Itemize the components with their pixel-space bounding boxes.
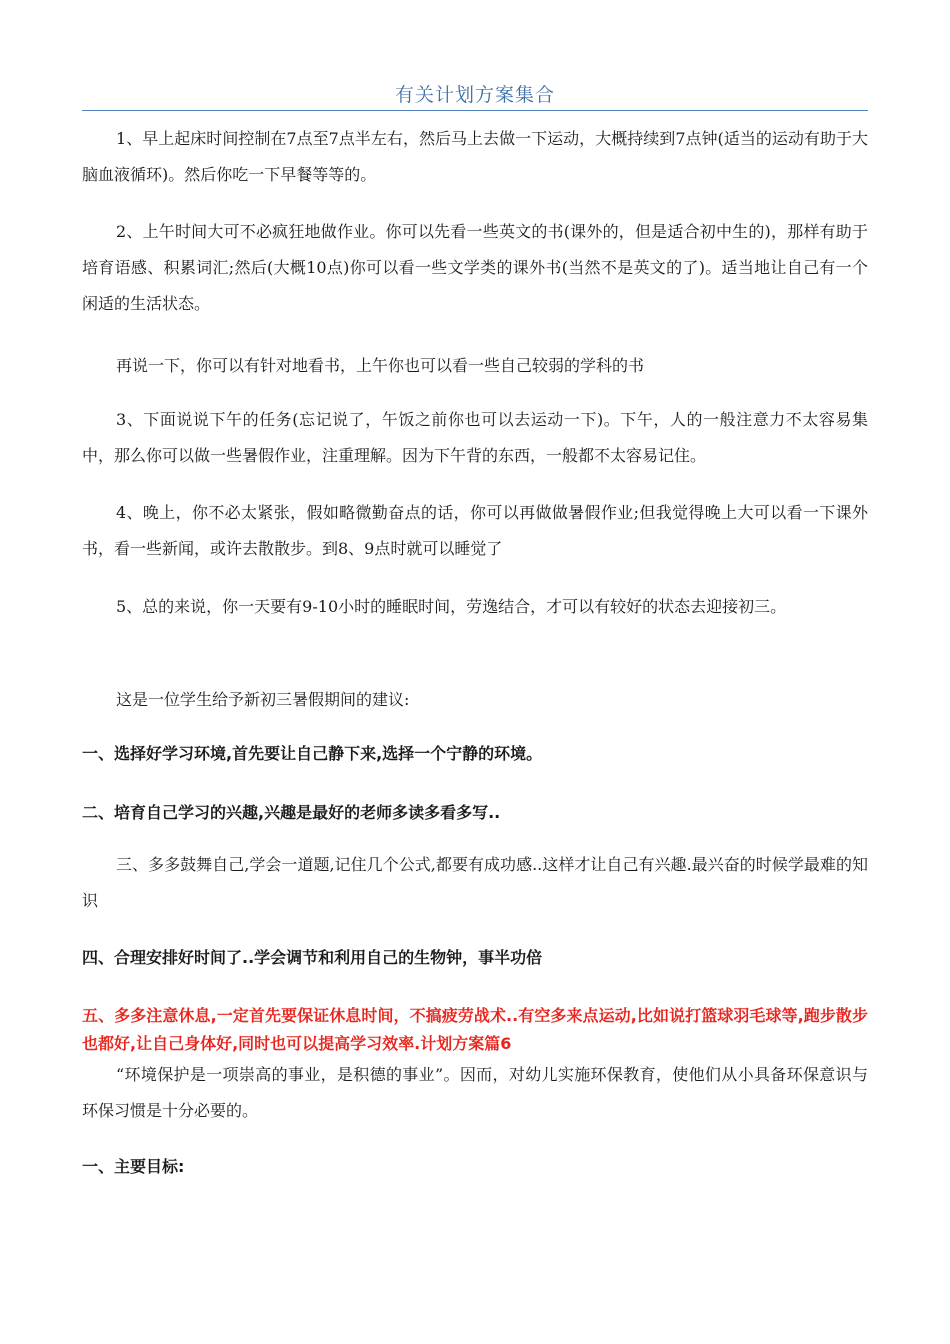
section-heading-goals: 一、主要目标: (82, 1157, 185, 1176)
suggestion-2: 二、培育自己学习的兴趣,兴趣是最好的老师多读多看多写.. (82, 803, 501, 822)
paragraph-environment: “环境保护是一项崇高的事业，是积德的事业”。因而，对幼儿实施环保教育，使他们从小具备环保意识与环保习惯是十分必要的。 (82, 1065, 868, 1120)
paragraph-3: 再说一下，你可以有针对地看书，上午你也可以看一些自己较弱的学科的书 (116, 356, 645, 375)
suggestion-3: 三、多多鼓舞自己,学会一道题,记住几个公式,都要有成功感..这样才让自己有兴趣.最兴奋的时候学最难的知识 (82, 855, 868, 910)
paragraph-7: 这是一位学生给予新初三暑假期间的建议: (116, 690, 410, 709)
paragraph-1: 1、早上起床时间控制在7点至7点半左右，然后马上去做一下运动，大概持续到7点钟(适当的运动有助于大脑血液循环)。然后你吃一下早餐等等的。 (82, 129, 868, 184)
paragraph-5: 4、晚上，你不必太紧张，假如略微勤奋点的话，你可以再做做暑假作业;但我觉得晚上大可以看一下课外书，看一些新闻，或许去散散步。到8、9点时就可以睡觉了 (82, 503, 868, 558)
paragraph-6: 5、总的来说，你一天要有9-10小时的睡眠时间，劳逸结合，才可以有较好的状态去迎接初三。 (116, 597, 787, 616)
paragraph-4: 3、下面说说下午的任务(忘记说了，午饭之前你也可以去运动一下)。下午，人的一般注意力不太容易集中，那么你可以做一些暑假作业，注重理解。因为下午背的东西，一般都不太容易记住。 (82, 410, 868, 465)
page-title: 有关计划方案集合 (394, 84, 555, 106)
suggestion-4: 四、合理安排好时间了..学会调节和利用自己的生物钟，事半功倍 (82, 948, 543, 967)
suggestion-1: 一、选择好学习环境,首先要让自己静下来,选择一个宁静的环境。 (82, 744, 543, 763)
paragraph-2: 2、上午时间大可不必疯狂地做作业。你可以先看一些英文的书(课外的，但是适合初中生的)，那样有助于培育语感、积累词汇;然后(大概10点)你可以看一些文学类的课外书(当然不是英文的了)。适当地让自己有一个闲适的生活状态。 (82, 222, 868, 313)
suggestion-5-highlight: 五、多多注意休息,一定首先要保证休息时间，不搞疲劳战术..有空多来点运动,比如说打篮球羽毛球等,跑步散步也都好,让自己身体好,同时也可以提高学习效率.计划方案篇6 (82, 1006, 868, 1053)
page-header (82, 82, 868, 111)
